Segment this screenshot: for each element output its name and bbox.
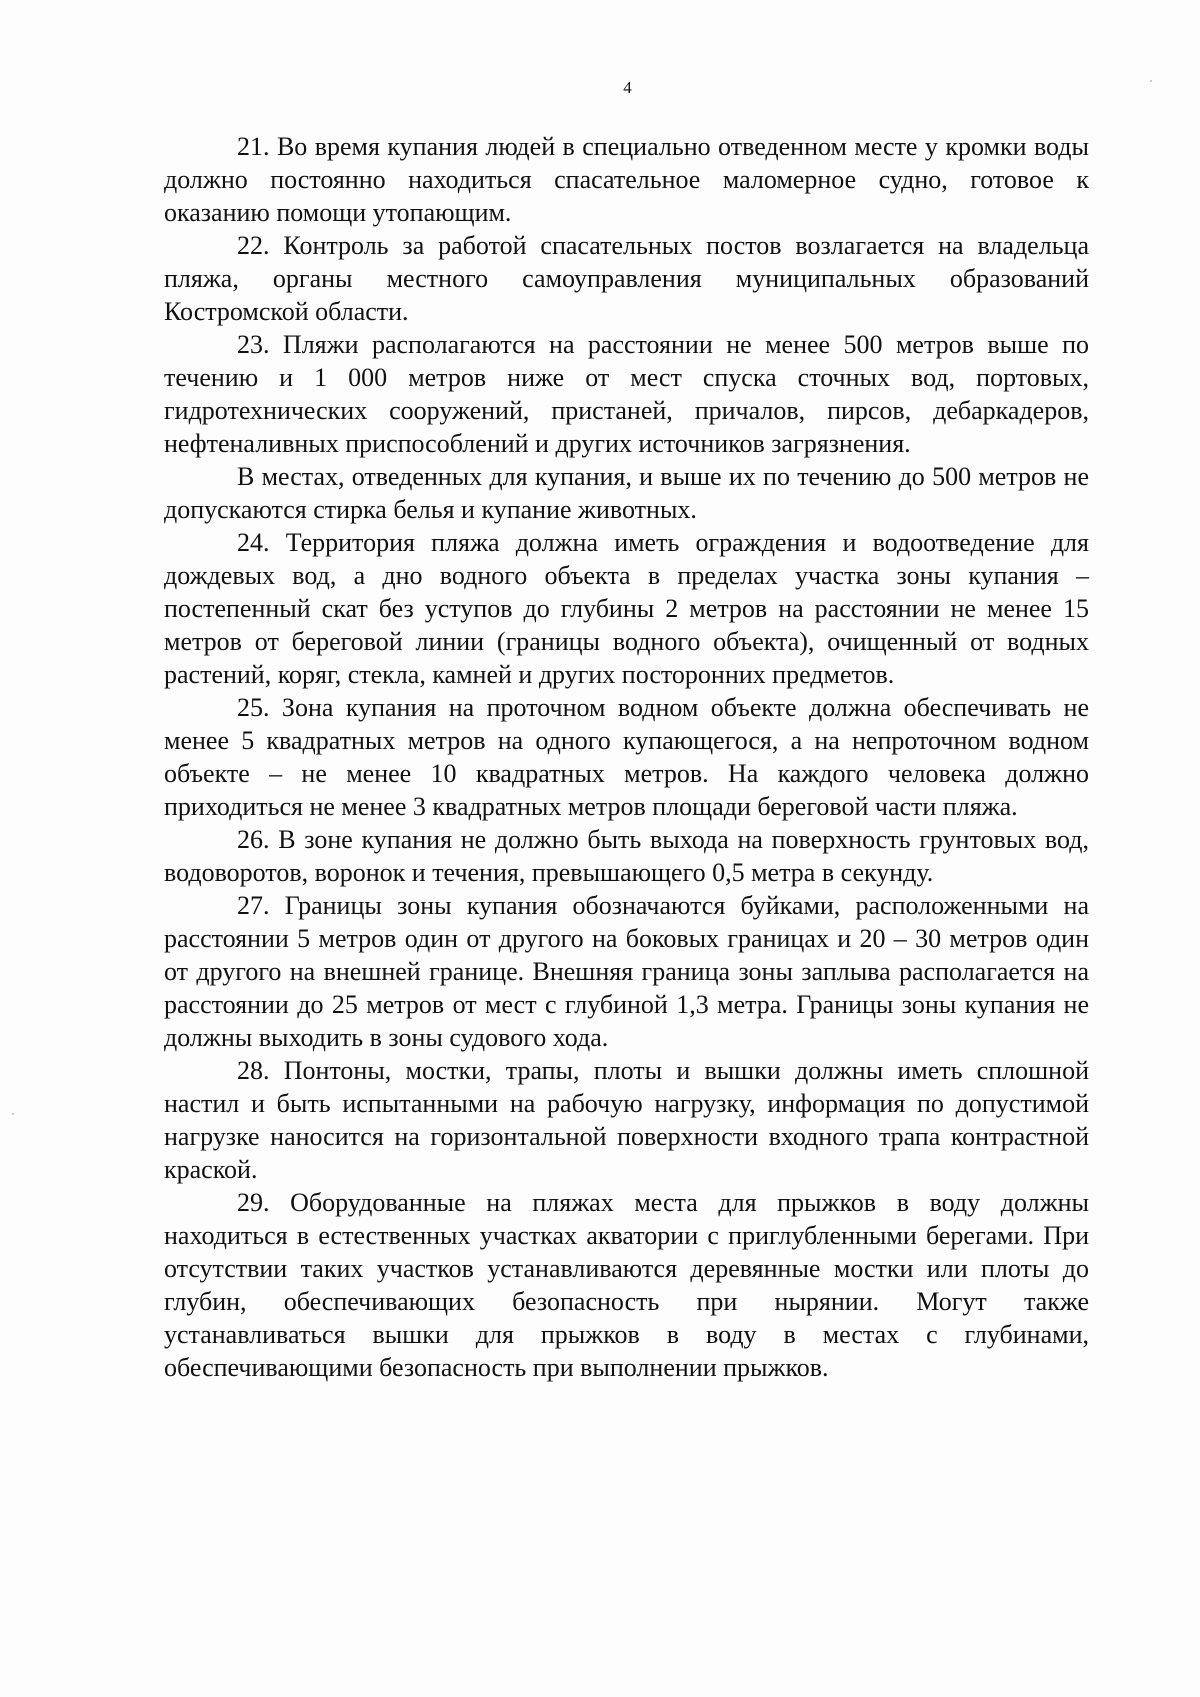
page-number: 4	[623, 78, 632, 97]
paragraph-23-continued: В местах, отведенных для купания, и выше их по течению до 500 метров не допускаются стирка белья и купание животных.	[164, 462, 1089, 524]
paragraph-21: 21. Во время купания людей в специально отведенном месте у кромки воды должно постоянно находиться спасательное маломерное судно, готовое к оказанию помощи утопающим.	[164, 132, 1089, 227]
paragraph-25: 25. Зона купания на проточном водном объекте должна обеспечивать не менее 5 квадратных метров на одного купающегося, а на непроточном водном объекте – не менее 10 квадратных метров. На каждого человека должно приходиться не менее 3 квадратных метров площади береговой части пляжа.	[164, 693, 1089, 821]
paragraph-24: 24. Территория пляжа должна иметь ограждения и водоотведение для дождевых вод, а дно водного объекта в пределах участка зоны купания – постепенный скат без уступов до глубины 2 метров на расстоянии не менее 15 метров от береговой линии (границы водного объекта), очищенный от водных растений, коряг, стекла, камней и других посторонних предметов.	[164, 528, 1089, 689]
document-body	[164, 130, 1089, 1384]
paragraph-23: 23. Пляжи располагаются на расстоянии не менее 500 метров выше по течению и 1 000 метров ниже от мест спуска сточных вод, портовых, гидротехнических сооружений, пристаней, причалов, пирсов, дебаркадеров, нефтеналивных приспособлений и других источников загрязнения.	[164, 330, 1089, 458]
paragraph-27: 27. Границы зоны купания обозначаются буйками, расположенными на расстоянии 5 метров один от другого на боковых границах и 20 – 30 метров один от другого на внешней границе. Внешняя граница зоны заплыва располагается на расстоянии до 25 метров от мест с глубиной 1,3 метра. Границы зоны купания не должны выходить в зоны судового хода.	[164, 891, 1089, 1052]
paragraph-22: 22. Контроль за работой спасательных постов возлагается на владельца пляжа, органы местного самоуправления муниципальных образований Костромской области.	[164, 231, 1089, 326]
paragraph-26: 26. В зоне купания не должно быть выхода на поверхность грунтовых вод, водоворотов, воронок и течения, превышающего 0,5 метра в секунду.	[164, 825, 1089, 887]
scan-speck	[1150, 80, 1152, 82]
paragraph-28: 28. Понтоны, мостки, трапы, плоты и вышки должны иметь сплошной настил и быть испытанными на рабочую нагрузку, информация по допустимой нагрузке наносится на горизонтальной поверхности входного трапа контрастной краской.	[164, 1056, 1089, 1184]
paragraph-29: 29. Оборудованные на пляжах места для прыжков в воду должны находиться в естественных участках акватории с приглубленными берегами. При отсутствии таких участков устанавливаются деревянные мостки или плоты до глубин, обеспечивающих безопасность при нырянии. Могут также устанавливаться вышки для прыжков в воду в местах с глубинами, обеспечивающими безопасность при выполнении прыжков.	[164, 1188, 1089, 1382]
scan-speck	[12, 1113, 14, 1115]
